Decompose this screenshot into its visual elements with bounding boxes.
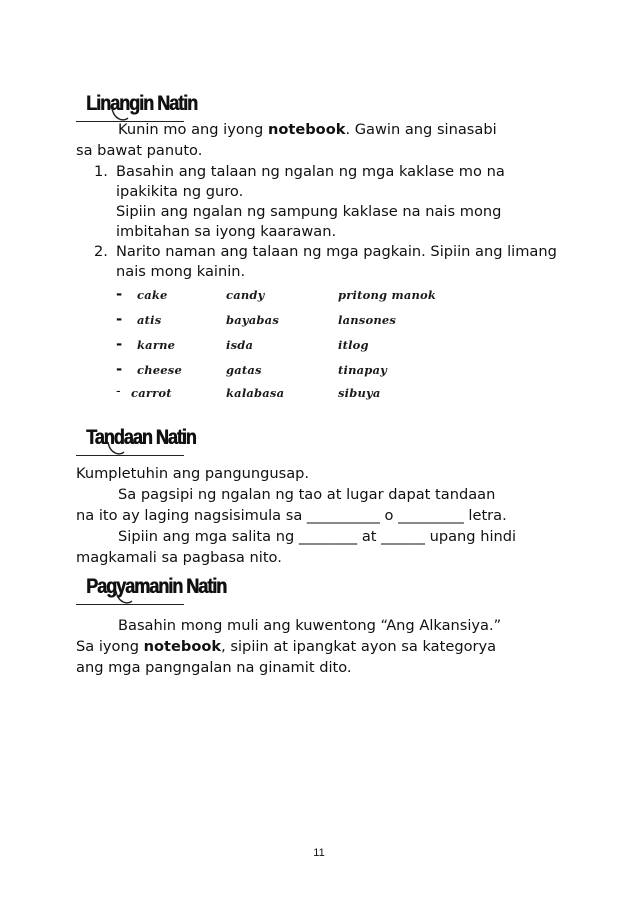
tandaan-heading-title: Tandaan Natin xyxy=(86,426,196,449)
food-row-dash: - xyxy=(116,384,121,399)
item1-line3: Sipiin ang ngalan ng sampung kaklase na nais mong xyxy=(116,203,502,220)
swirl-ornament-icon xyxy=(114,589,134,609)
tandaan-line3: na ito ay laging nagsisimula sa __________ o _________ letra. xyxy=(76,507,507,524)
food-item: pritong manok xyxy=(338,288,437,302)
item1-line1: Basahin ang talaan ng ngalan ng mga kaklase mo na xyxy=(116,163,505,180)
heading-underline xyxy=(76,455,184,456)
linangin-intro-line1: Kunin mo ang iyong notebook. Gawin ang sinasabi xyxy=(118,121,497,138)
food-item: karne xyxy=(137,338,176,352)
tandaan-line5: magkamali sa pagbasa nito. xyxy=(76,549,282,566)
food-item: bayabas xyxy=(226,313,279,327)
food-row-dash: - xyxy=(116,335,123,353)
tandaan-line4: Sipiin ang mga salita ng ________ at ______ upang hindi xyxy=(118,528,517,545)
food-row-dash: - xyxy=(116,285,123,303)
tandaan-line2: Sa pagsipi ng ngalan ng tao at lugar dapat tandaan xyxy=(118,486,496,503)
food-item: cheese xyxy=(137,363,182,377)
food-item: candy xyxy=(226,288,265,302)
linangin-intro-line2: sa bawat panuto. xyxy=(76,142,203,159)
food-item: lansones xyxy=(338,313,397,327)
food-item: isda xyxy=(226,338,254,352)
tandaan-heading xyxy=(76,426,196,466)
food-item: tinapay xyxy=(338,363,388,377)
food-item: itlog xyxy=(338,338,369,352)
food-item: atis xyxy=(137,313,162,327)
food-row-dash: - xyxy=(116,360,123,378)
food-item: gatas xyxy=(226,363,262,377)
tandaan-line1: Kumpletuhin ang pangungusap. xyxy=(76,465,310,482)
food-item: sibuya xyxy=(338,386,381,400)
item2-line2: nais mong kainin. xyxy=(116,263,246,280)
item2-line1: Narito naman ang talaan ng mga pagkain. Sipiin ang limang xyxy=(116,243,557,260)
linangin-heading-title: Linangin Natin xyxy=(86,92,197,115)
food-item: carrot xyxy=(131,386,172,400)
page-number: 11 xyxy=(313,847,325,859)
pagyamanin-heading xyxy=(76,575,227,615)
item1-line2: ipakikita ng guro. xyxy=(116,183,244,200)
item1-line4: imbitahan sa iyong kaarawan. xyxy=(116,223,337,240)
item1-number: 1. xyxy=(94,163,108,180)
item2-number: 2. xyxy=(94,243,108,260)
pagyamanin-line3: ang mga pangngalan na ginamit dito. xyxy=(76,659,352,676)
food-row-dash: - xyxy=(116,310,123,328)
swirl-ornament-icon xyxy=(106,440,126,460)
food-item: cake xyxy=(137,288,168,302)
pagyamanin-line2: Sa iyong notebook, sipiin at ipangkat ayon sa kategorya xyxy=(76,638,497,655)
pagyamanin-line1: Basahin mong muli ang kuwentong “Ang Alkansiya.” xyxy=(118,617,502,634)
pagyamanin-heading-title: Pagyamanin Natin xyxy=(86,575,227,598)
food-item: kalabasa xyxy=(226,386,285,400)
